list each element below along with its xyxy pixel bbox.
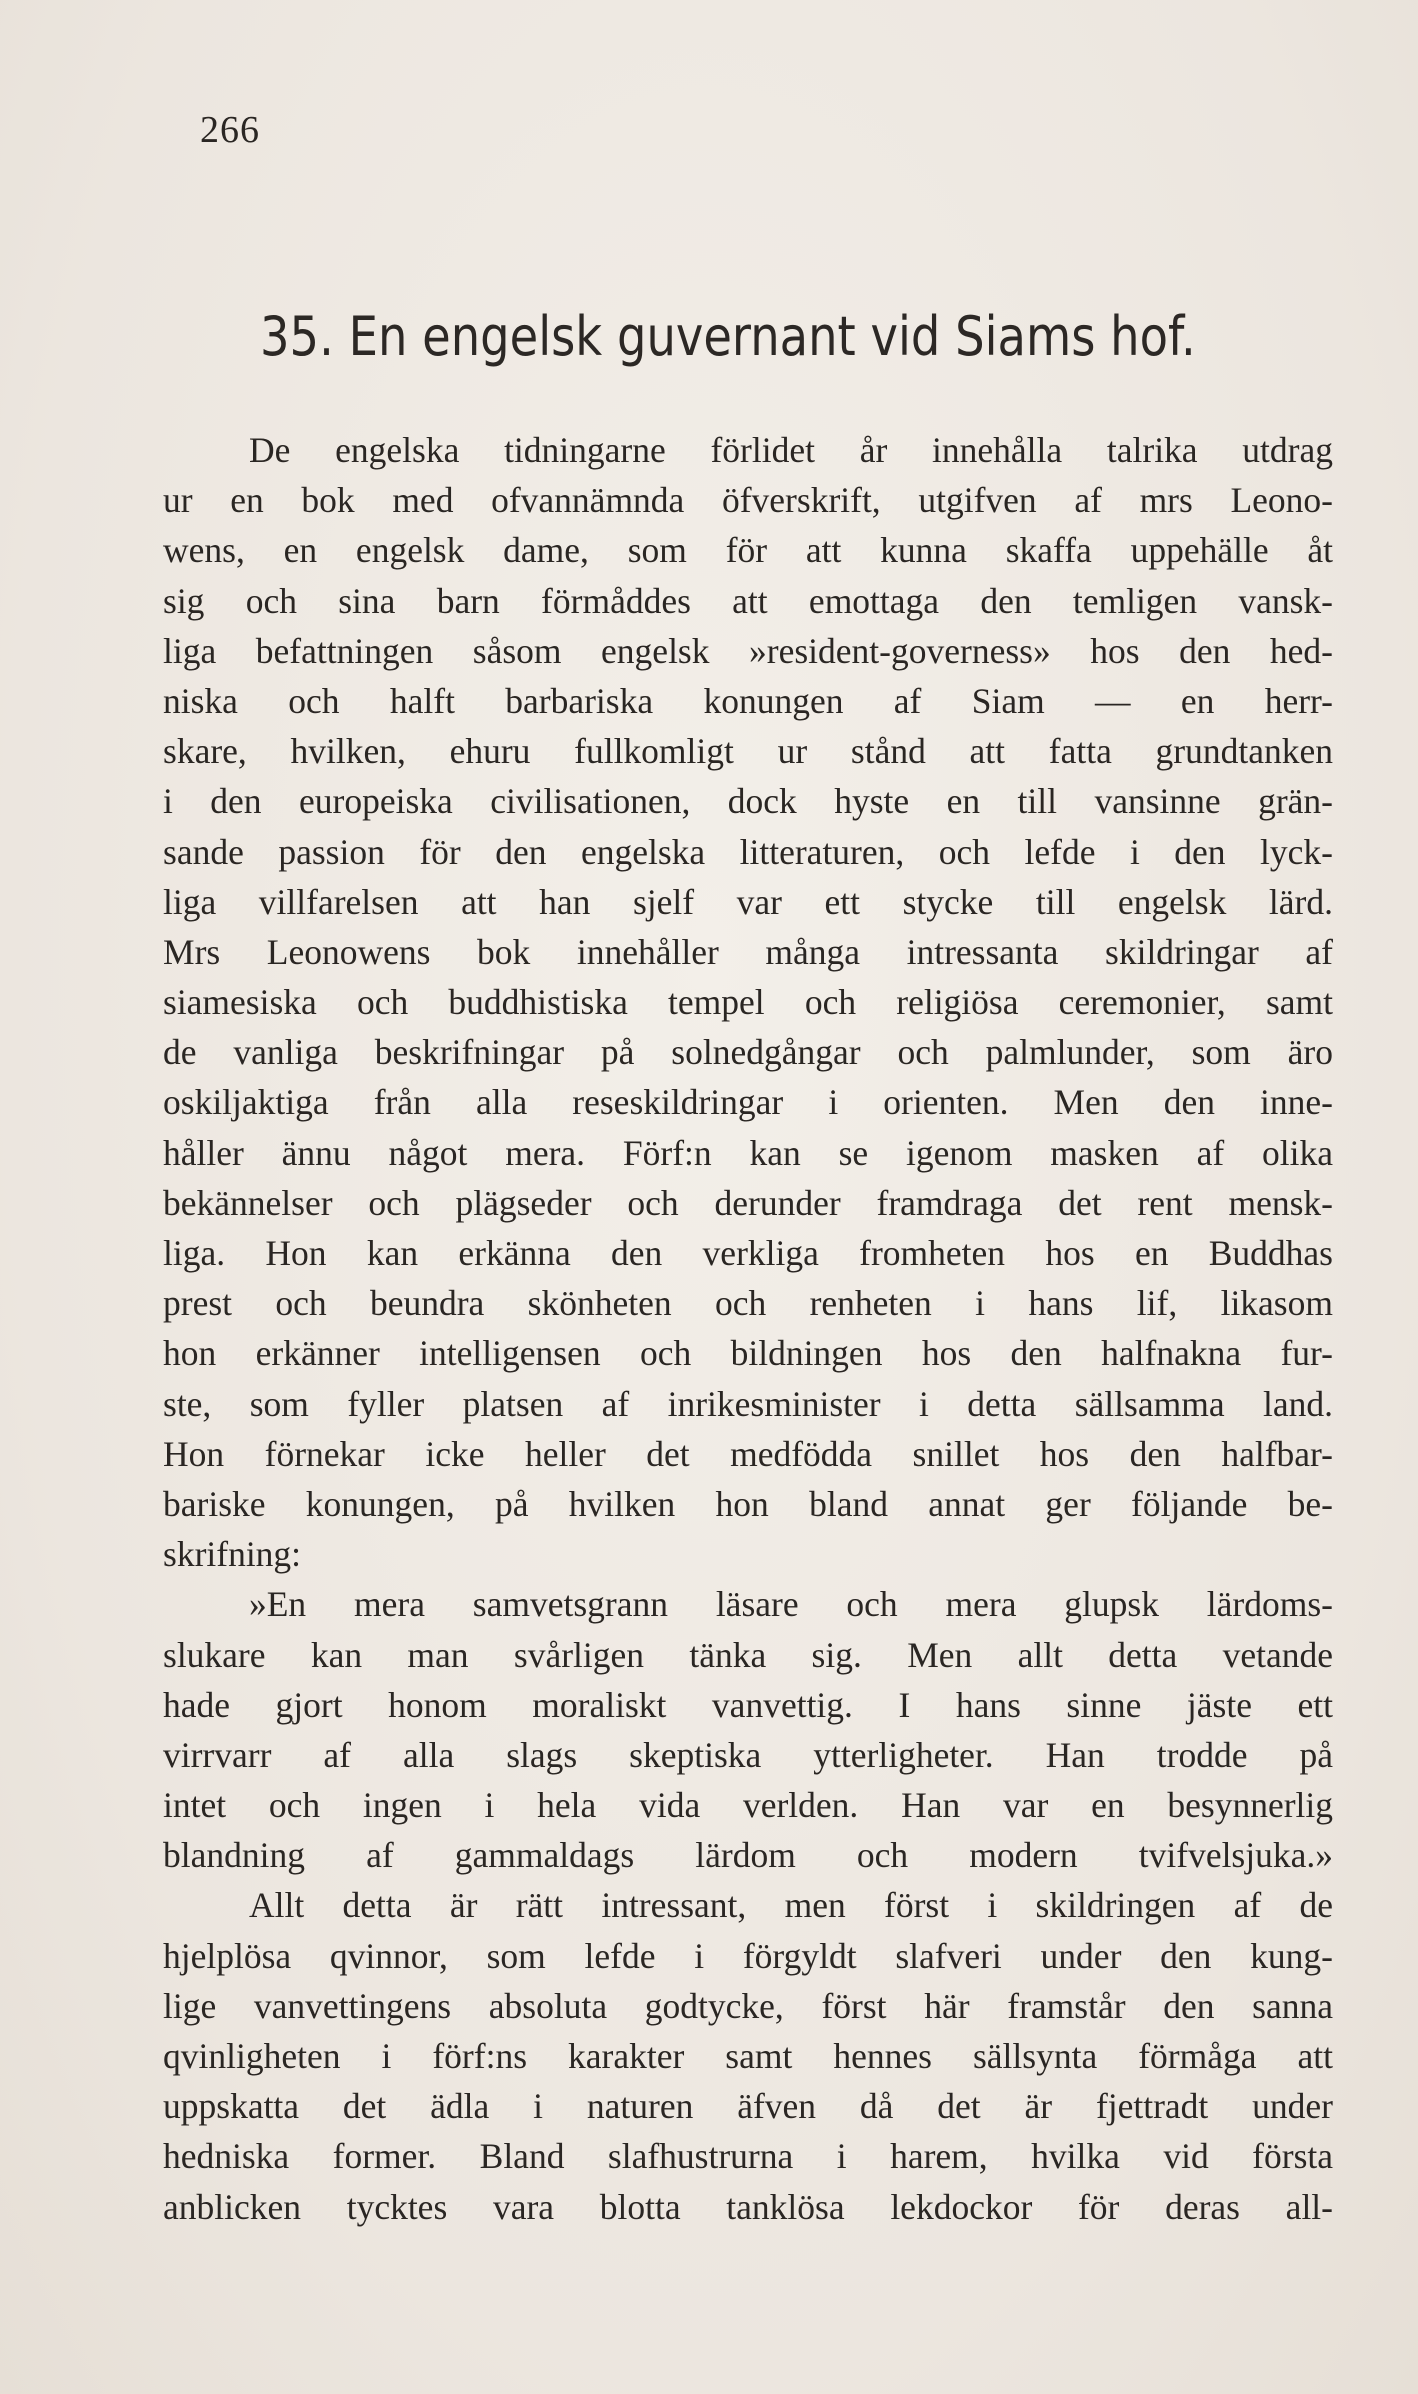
chapter-heading: 35. En engelsk guvernant vid Siams hof.	[260, 305, 1196, 368]
text-line: bekännelser och plägseder och derunder framdraga det rent mensk-	[163, 1182, 1333, 1223]
text-line: niska och halft barbariska konungen af Siam — en herr-	[163, 680, 1333, 721]
body-text	[163, 425, 1333, 2232]
text-line: uppskatta det ädla i naturen äfven då det är fjettradt under	[163, 2086, 1333, 2127]
text-line: Mrs Leonowens bok innehåller många intressanta skildringar af	[163, 931, 1333, 972]
text-line: intet och ingen i hela vida verlden. Han var en besynnerlig	[163, 1785, 1333, 1826]
text-line: virrvarr af alla slags skeptiska ytterligheter. Han trodde på	[163, 1734, 1333, 1775]
text-line: hedniska former. Bland slafhustrurna i harem, hvilka vid första	[163, 2136, 1333, 2177]
text-line: Allt detta är rätt intressant, men först i skildringen af de	[249, 1885, 1333, 1926]
text-line: hon erkänner intelligensen och bildningen hos den halfnakna fur-	[163, 1333, 1333, 1374]
text-line: skrifning:	[163, 1534, 302, 1575]
text-line: wens, en engelsk dame, som för att kunna skaffa uppehälle åt	[163, 530, 1333, 571]
text-line: ste, som fyller platsen af inrikesminister i detta sällsamma land.	[163, 1383, 1333, 1424]
text-line: hade gjort honom moraliskt vanvettig. I hans sinne jäste ett	[163, 1684, 1333, 1725]
text-line: prest och beundra skönheten och renheten i hans lif, likasom	[163, 1283, 1333, 1324]
text-line: anblicken tycktes vara blotta tanklösa lekdockor för deras all-	[163, 2186, 1333, 2227]
text-line: sig och sina barn förmåddes att emottaga den temligen vansk-	[163, 580, 1333, 621]
text-line: sande passion för den engelska litteraturen, och lefde i den lyck-	[163, 831, 1333, 872]
text-line: hjelplösa qvinnor, som lefde i förgyldt slafveri under den kung-	[163, 1935, 1333, 1976]
text-line: slukare kan man svårligen tänka sig. Men allt detta vetande	[163, 1634, 1333, 1675]
text-line: bariske konungen, på hvilken hon bland annat ger följande be-	[163, 1483, 1333, 1524]
text-line: qvinligheten i förf:ns karakter samt hennes sällsynta förmåga att	[163, 2036, 1333, 2076]
text-line: liga befattningen såsom engelsk »resident-governess» hos den hed-	[163, 630, 1333, 671]
text-line: liga villfarelsen att han sjelf var ett stycke till engelsk lärd.	[163, 881, 1333, 922]
text-line: blandning af gammaldags lärdom och modern tvifvelsjuka.»	[163, 1835, 1333, 1876]
text-line: de vanliga beskrifningar på solnedgångar och palmlunder, som äro	[163, 1032, 1333, 1073]
text-line: oskiljaktiga från alla reseskildringar i orienten. Men den inne-	[163, 1082, 1333, 1123]
text-line: »En mera samvetsgrann läsare och mera glupsk lärdoms-	[249, 1584, 1333, 1625]
text-line: lige vanvettingens absoluta godtycke, först här framstår den sanna	[163, 1985, 1333, 2026]
page-number: 266	[200, 109, 260, 151]
text-line: De engelska tidningarne förlidet år innehålla talrika utdrag	[249, 430, 1333, 470]
text-line: skare, hvilken, ehuru fullkomligt ur stånd att fatta grundtanken	[163, 731, 1333, 772]
text-line: liga. Hon kan erkänna den verkliga fromheten hos en Buddhas	[163, 1233, 1333, 1273]
text-line: ur en bok med ofvannämnda öfverskrift, utgifven af mrs Leono-	[163, 480, 1333, 521]
text-line: håller ännu något mera. Förf:n kan se igenom masken af olika	[163, 1132, 1333, 1173]
text-line: Hon förnekar icke heller det medfödda snillet hos den halfbar-	[163, 1433, 1333, 1474]
text-line: siamesiska och buddhistiska tempel och religiösa ceremonier, samt	[163, 982, 1333, 1023]
text-line: i den europeiska civilisationen, dock hyste en till vansinne grän-	[163, 781, 1333, 822]
